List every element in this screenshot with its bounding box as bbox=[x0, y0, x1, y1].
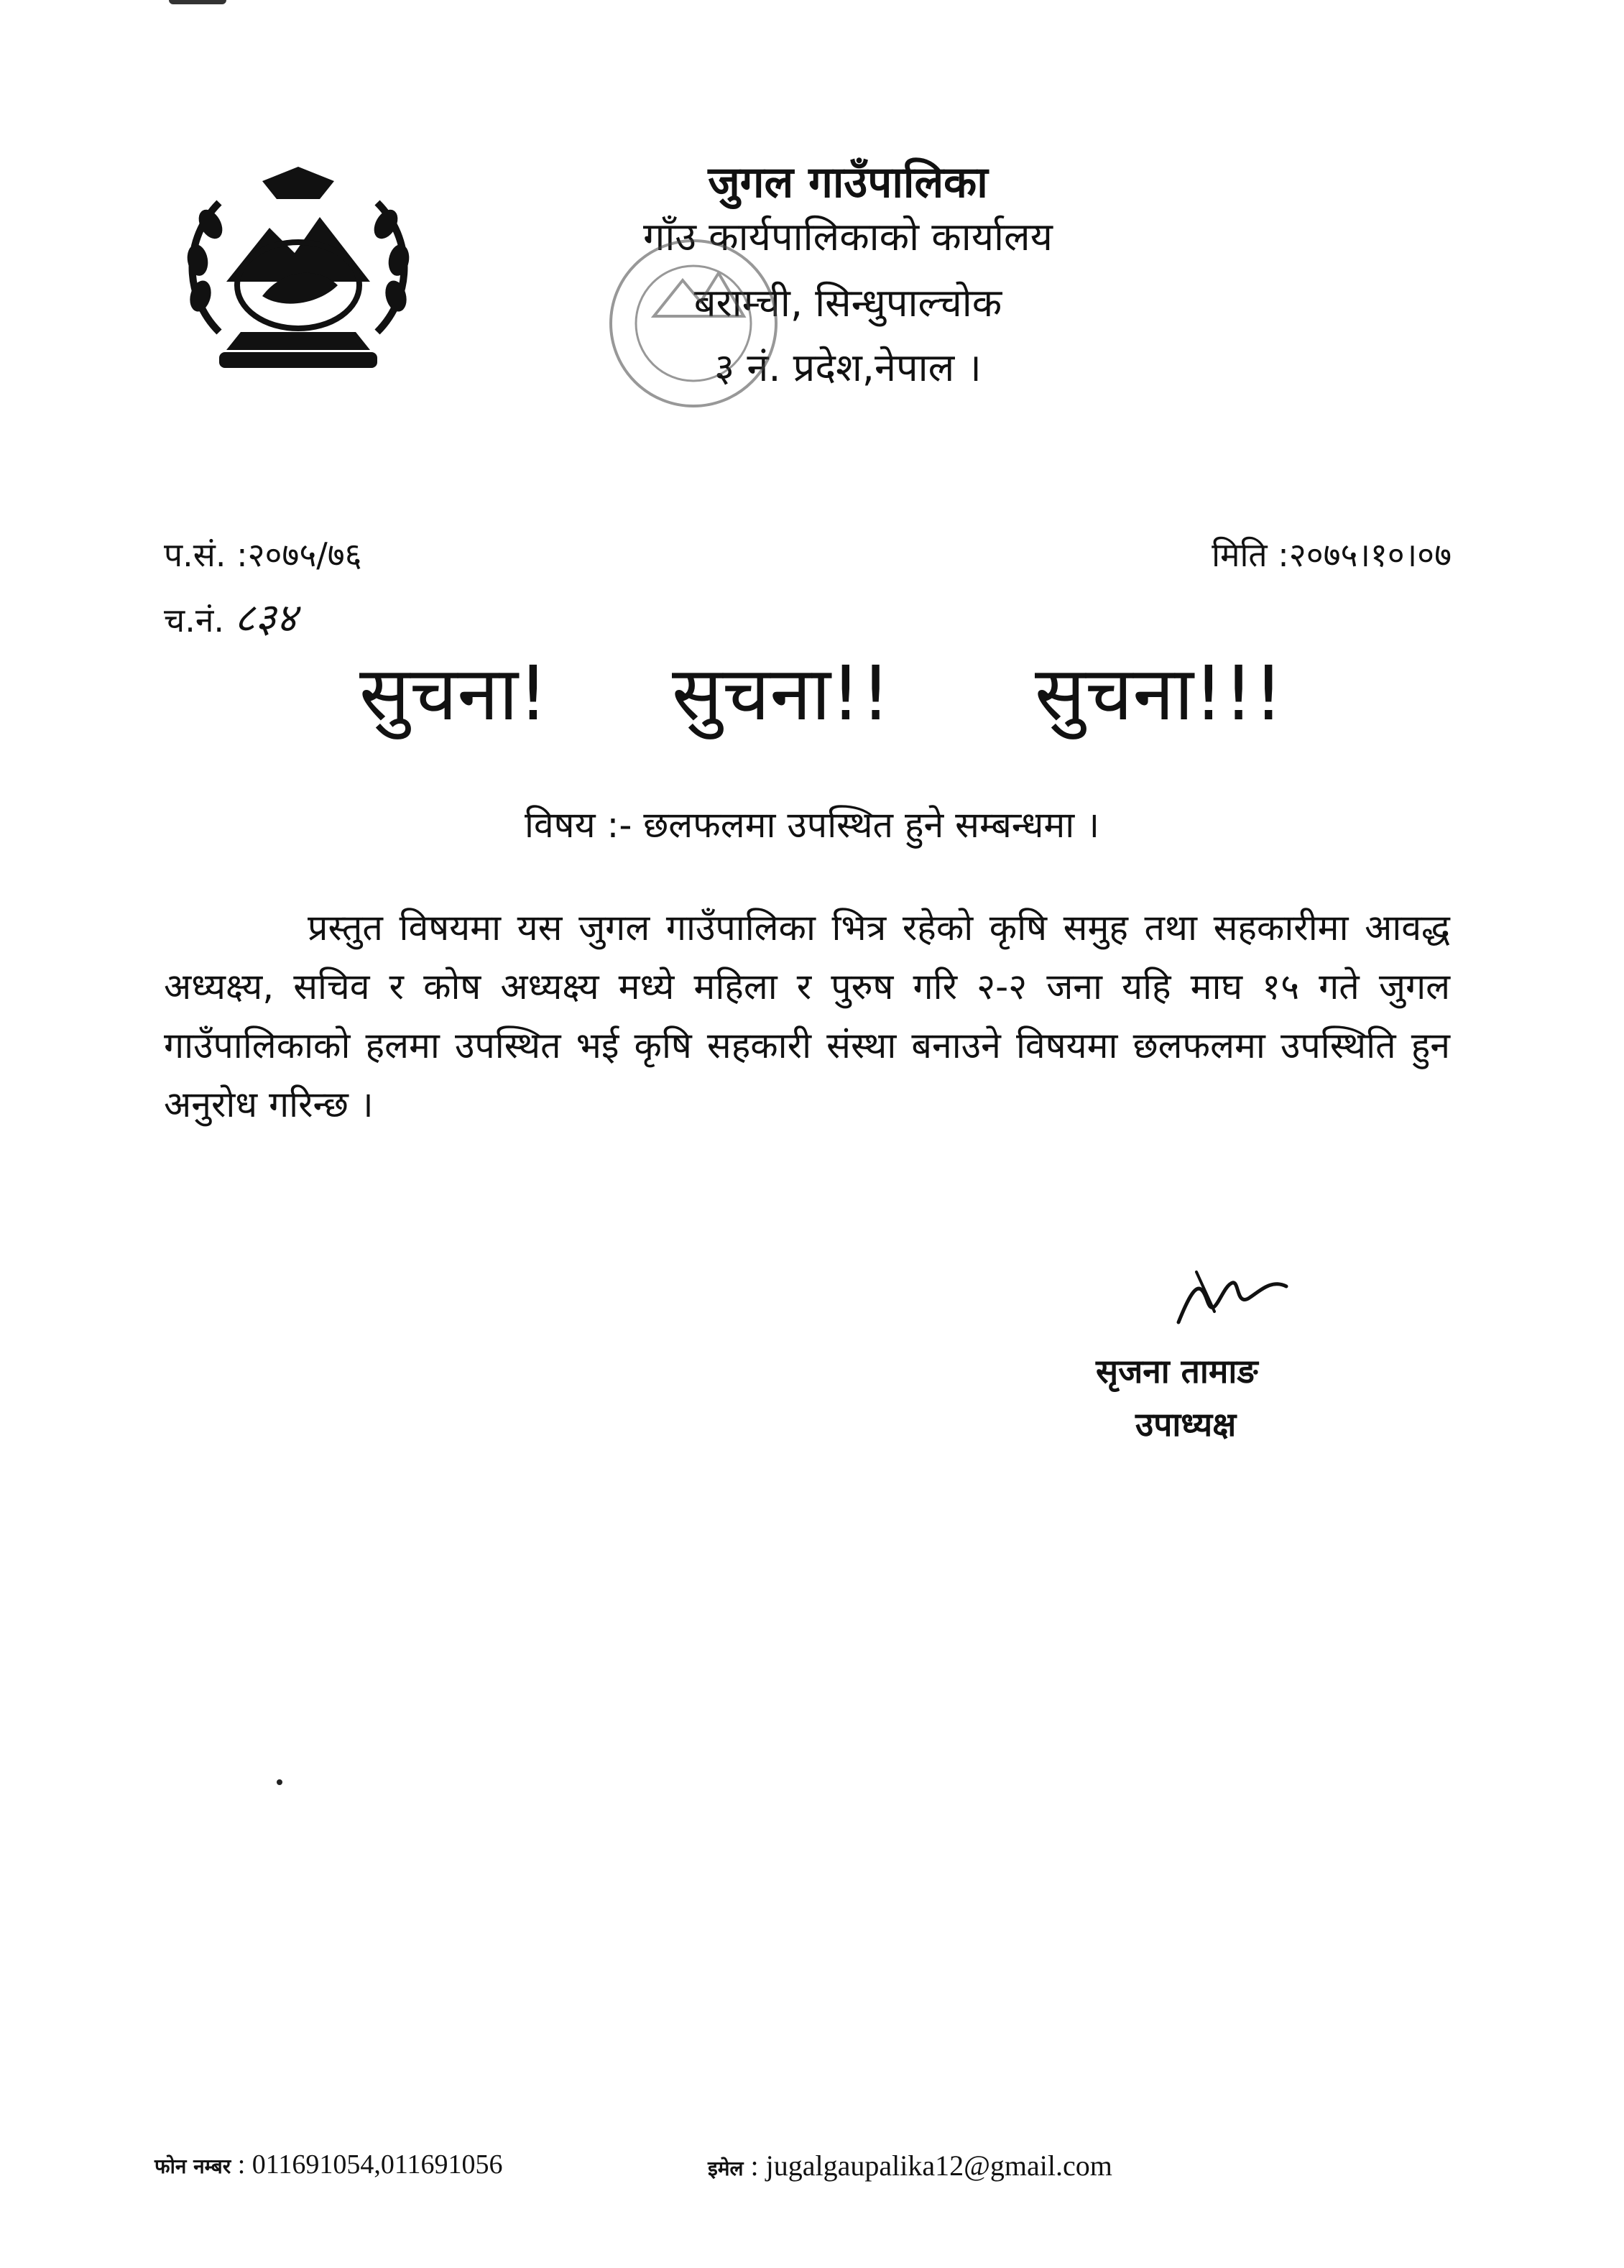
notice-heading-1: सुचना! bbox=[359, 650, 548, 737]
notice-heading-3: सुचना!!! bbox=[1035, 650, 1284, 737]
footer-phone bbox=[154, 2149, 502, 2180]
dispatch-number bbox=[164, 589, 297, 644]
phone-number: : 011691054,011691056 bbox=[237, 2149, 503, 2180]
letter-body: प्रस्तुत विषयमा यस जुगल गाउँपालिका भित्र रहेको कृषि समुह तथा सहकारीमा आवद्ध अध्यक्ष्य, सचिव र कोष अध्यक्ष्य मध्ये महिला र पुरुष गरि २-२ जना यहि माघ १५ गते जुगल गाउँपालिकाको हलमा उपस्थित भई कृषि सहकारी संस्था बनाउने विषयमा छलफलमा उपस्थिति हुन अनुरोध गरिन्छ । bbox=[164, 907, 1450, 1125]
dispatch-handwritten-number: ८३४ bbox=[234, 595, 297, 642]
nepal-emblem-icon bbox=[176, 160, 420, 382]
office-name: गाँउ कार्यपालिकाको कार्यालय bbox=[643, 214, 1053, 259]
stray-dot bbox=[277, 1779, 282, 1785]
signatory-title: उपाध्यक्ष bbox=[1135, 1405, 1237, 1444]
letter-subject: विषय :- छलफलमा उपस्थित हुने सम्बन्धमा । bbox=[524, 804, 1100, 846]
scan-edge-mark bbox=[169, 0, 226, 4]
office-place: बराम्ची, सिन्धुपाल्चोक bbox=[693, 280, 1002, 326]
office-seal-icon bbox=[604, 230, 783, 417]
notice-heading-2: सुचना!! bbox=[672, 650, 891, 737]
reference-number: प.सं. :२०७५/७६ bbox=[164, 535, 362, 574]
signature-scribble-icon bbox=[1164, 1258, 1308, 1337]
letter-date: मिति :२०७५।१०।०७ bbox=[1212, 535, 1452, 574]
phone-label: फोन नम्बर bbox=[154, 2154, 231, 2178]
dispatch-label: च.नं. bbox=[164, 601, 224, 640]
office-country: ३ नं. प्रदेश,नेपाल । bbox=[714, 345, 982, 390]
signatory-name: सृजना तामाङ bbox=[1096, 1352, 1258, 1391]
email-label: इमेल bbox=[708, 2157, 744, 2180]
email-address: : jugalgaupalika12@gmail.com bbox=[750, 2149, 1112, 2182]
municipality-name: जुगल गाउँपालिका bbox=[708, 157, 988, 208]
footer-email bbox=[708, 2149, 1112, 2182]
